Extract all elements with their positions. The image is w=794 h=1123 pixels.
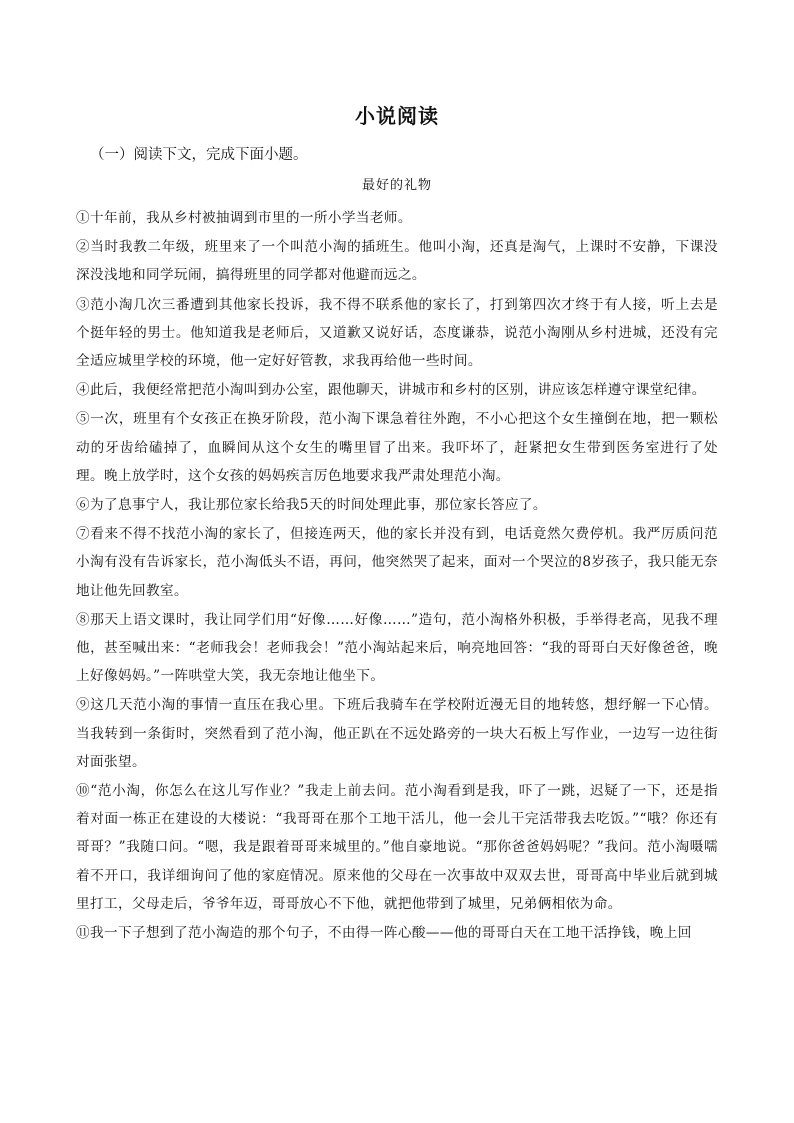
story-title: 最好的礼物	[361, 178, 432, 193]
paragraph-1: ①十年前，我从乡村被抽调到市里的一所小学当老师。	[76, 210, 412, 226]
paragraph-5: ⑤一次，班里有个女孩正在换牙阶段，范小淘下课急着往外跑，不小心把这个女生撞倒在地，把一颗松动的牙齿给磕掉了，血瞬间从这个女生的嘴里冒了出来。我吓坏了，赶紧把女生带到医务室进行了处理。晚上放学时，这个女孩的妈妈疾言厉色地要求我严肃处理范小淘。	[76, 411, 718, 484]
paragraph-8: ⑧那天上语文课时，我让同学们用“好像……好像……”造句，范小淘格外积极，手举得老高，见我不理他，甚至喊出来：“老师我会！老师我会！”范小淘站起来后，响亮地回答：“我的哥哥白天好像爸爸，晚上好像妈妈。”一阵哄堂大笑，我无奈地让他坐下。	[76, 611, 718, 685]
paragraph-3: ③范小淘几次三番遭到其他家长投诉，我不得不联系他的家长了，打到第四次才终于有人接，听上去是个挺年轻的男士。他知道我是老师后，又道歉又说好话，态度谦恭，说范小淘刚从乡村进城，还没有完全适应城里学校的环境，他一定好好管教，求我再给他一些时间。	[76, 296, 718, 370]
story-body	[76, 204, 718, 948]
instruction-text: （一）阅读下文，完成下面小题。	[90, 147, 308, 163]
paragraph-9: ⑨这几天范小淘的事情一直压在我心里。下班后我骑车在学校附近漫无目的地转悠，想纾解一下心情。当我转到一条街时，突然看到了范小淘，他正趴在不远处路旁的一块大石板上写作业，一边写一边往街对面张望。	[76, 697, 718, 770]
paragraph-4: ④此后，我便经常把范小淘叫到办公室，跟他聊天，讲城市和乡村的区别，讲应该怎样遵守课堂纪律。	[76, 382, 706, 399]
page-title: 小说阅读	[355, 104, 439, 128]
paragraph-2: ②当时我教二年级，班里来了一个叫范小淘的插班生。他叫小淘，还真是淘气，上课时不安静，下课没深没浅地和同学玩闹，搞得班里的同学都对他避而远之。	[76, 239, 718, 284]
paragraph-11: ⑪我一下子想到了范小淘造的那个句子，不由得一阵心酸——他的哥哥白天在工地干活挣钱，晚上回	[76, 925, 692, 942]
paragraph-7: ⑦看来不得不找范小淘的家长了，但接连两天，他的家长并没有到，电话竟然欠费停机。我严厉质问范小淘有没有告诉家长，范小淘低头不语，再问，他突然哭了起来，面对一个哭泣的8岁孩子，我只能无奈地让他先回教室。	[76, 526, 718, 599]
paragraph-10: ⑩“范小淘，你怎么在这儿写作业？”我走上前去问。范小淘看到是我，吓了一跳，迟疑了一下，还是指着对面一栋正在建设的大楼说：“我哥哥在那个工地干活儿，他一会儿干完活带我去吃饭。”“哦？你还有哥哥？”我随口问。“嗯，我是跟着哥哥来城里的。”他自豪地说。“那你爸爸妈妈呢？”我问。范小淘嗫嚅着不开口，我详细询问了他的家庭情况。原来他的父母在一次事故中双双去世，哥哥高中毕业后就到城里打工，父母走后，爷爷年迈，哥哥放心不下他，就把他带到了城里，兄弟俩相依为命。	[76, 783, 718, 912]
paragraph-6: ⑥为了息事宁人，我让那位家长给我5天的时间处理此事，那位家长答应了。	[76, 497, 547, 514]
